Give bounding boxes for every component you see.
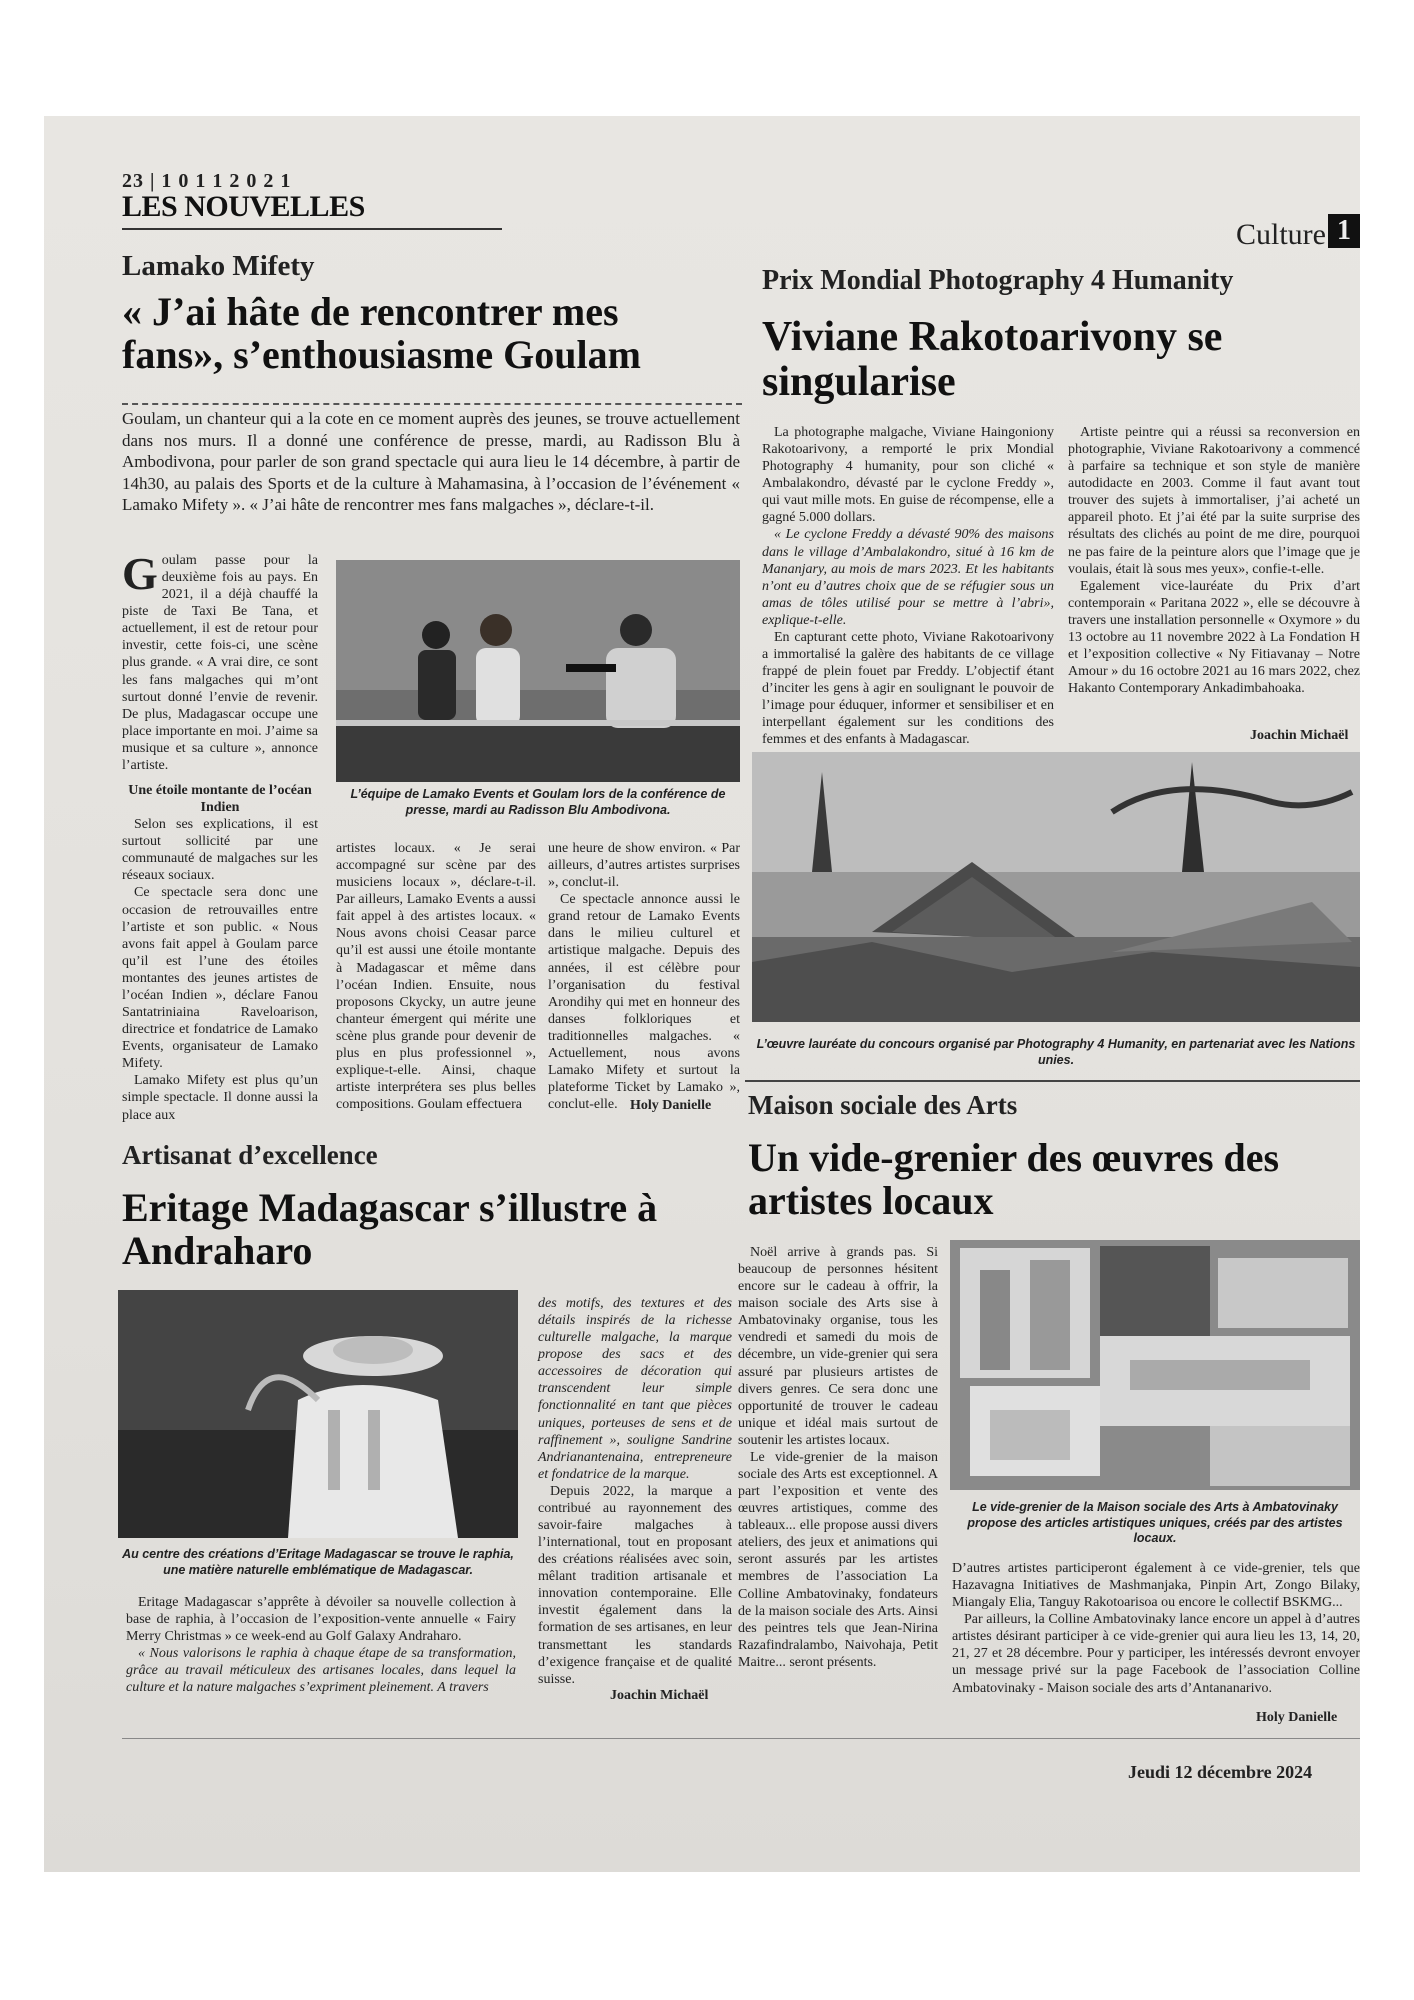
article2-photo [752,752,1360,1022]
article3-photo-art [118,1290,518,1538]
article2-photo-art [752,752,1360,1022]
article2-byline: Joachin Michaël [1250,728,1349,743]
article4-col2-p1: D’autres artistes participeront également à ce vide-grenier, tels que Hazavagna Initiatives de Mashmanjaka, Pinpin Art, Zongo Bilaky, Miangaly Elia, Tanguy Rakotoarisoa ou encore le collectif BSKMG... [952,1561,1360,1611]
article2-col1-p1: La photographe malgache, Viviane Haingoniony Rakotoarivony, a remporté le prix Mondial Photography 4 humanity, pour son cliché « Ambalakondro, dévasté par le cyclone Freddy », qui vaut mille mots. En guise de récompense, elle a gagné 5.000 dollars. [762,425,1054,526]
masthead-date-strip: 23 | 1 0 1 1 2 0 2 1 [122,170,292,192]
article2-col2-p1: Artiste peintre qui a réussi sa reconversion en photographie, Viviane Rakotoarivony a commencé à parfaire sa technique et son style de manière autodidacte en 2003. Comme il faut avant tout trouver des sujets à immortaliser, j’ai acheté un appareil photo. Et j’ai été par la suite surprise des résultats des clichés au point de me dire, pourquoi ne pas faire de la peinture alors que l’image que je voulais, était là sous mes yeux», confie-t-elle. [1068,425,1360,577]
article3-col2-p2: Depuis 2022, la marque a contribué au rayonnement des savoir-faire malgaches à l’international, tout en proposant des créations réalisées avec soin, mêlant tradition artisanale et innovation contemporaine. Elle investit également dans la formation de ses artisanes, en leur transmettant les standards d’exigence française et de qualité suisse. [538,1483,732,1687]
article4-col2 [952,1560,1360,1697]
article1-lede: Goulam, un chanteur qui a la cote en ce moment auprès des jeunes, se trouve actuellement dans nos murs. Il a donné une conférence de presse, mardi, au Radisson Blu à Ambodivona, pour parler de son grand spectacle qui aura lieu le 14 décembre, à partir de 14h30, au palais des Sports et de la culture à Mahamasina, à l’occasion de l’événement « Lamako Mifety ». « J’ai hâte de rencontrer mes fans malgaches », déclare-t-il. [122,409,740,515]
article1-col1 [122,548,318,1124]
article4-col1 [738,1244,938,1671]
article1-col1-p3: Ce spectacle sera donc une occasion de retrouvailles entre l’artiste et son public. « Nous avons fait appel à Goulam parce qu’il est l’une des étoiles montantes des jeunes artistes de l’océan Indien », déclare Fanou Santatriniaina Raveloarison, directrice et fondatrice de Lamako Events, organisateur de Lamako Mifety. [122,885,318,1072]
article4-caption: Le vide-grenier de la Maison sociale des Arts à Ambatovinaky propose des articles artistiques uniques, créés par des artistes locaux. [967,1500,1343,1546]
article1-col3-p1: une heure de show environ. « Par ailleurs, d’autres artistes surprises », conclut-il. [548,841,740,891]
article3-col1-p1: Eritage Madagascar s’apprête à dévoiler sa nouvelle collection à base de raphia, à l’occasion de l’exposition-vente annuelle « Fairy Merry Christmas » ce week-end au Golf Galaxy Andraharo. [126,1595,516,1645]
article4-col1-p2: Le vide-grenier de la maison sociale des Arts est exceptionnel. A part l’exposition et vente des œuvres artistiques, comme des tableaux... elle propose aussi divers ateliers, des jeux et animations qui seront assurés par les artistes membres de l’association La Colline Ambatovinaky, fondateurs de la maison sociale des Arts. Ainsi des peintres tels que Jean-Nirina Razafindralambo, Naivohaja, Petit Maitre... seront présents. [738,1449,938,1670]
article3-photo [118,1290,518,1538]
article4-photo-art [950,1240,1360,1490]
article3-caption: Au centre des créations d’Eritage Madagascar se trouve le raphia, une matière naturelle emblématique de Madagascar. [122,1547,514,1577]
article4-headline: Un vide-grenier des œuvres des artistes locaux [748,1135,1280,1224]
article1-caption: L’équipe de Lamako Events et Goulam lors de la conférence de presse, mardi au Radisson Blu Ambodivona. [350,787,726,817]
article4-kicker: Maison sociale des Arts [748,1090,1018,1120]
article3-headline: Eritage Madagascar s’illustre à Andraharo [122,1185,658,1274]
article3-col2-p1: des motifs, des textures et des détails inspirés de la richesse culturelle malgache, la marque propose des sacs et des accessoires de décoration qui transcendent leur simple fonctionnalité en tant que pièces uniques, porteuses de sens et de raffinement », souligne Sandrine Andrianantenaina, entrepreneure et fondatrice de la marque. [538,1296,732,1482]
article4-photo [950,1240,1360,1490]
article2-col1 [762,424,1054,748]
article3-col2 [538,1295,732,1688]
article2-col1-p3: En capturant cette photo, Viviane Rakotoarivony a immortalisé la galère des habitants de ce village frappé de plein fouet par Freddy. L’objectif étant d’inciter les gens à agir en soulignant le pouvoir de l’image pour éduquer, informer et sensibiliser et en interpellant également sur les conditions des femmes et des enfants à Madagascar. [762,629,1054,748]
article1-headline: « J’ai hâte de rencontrer mes fans», s’enthousiasme Goulam [122,289,641,378]
article2-kicker: Prix Mondial Photography 4 Humanity [762,265,1234,296]
article2-headline: Viviane Rakotoarivony se singularise [762,314,1223,406]
article1-rule [122,403,742,405]
article1-subhead: Une étoile montante de l’océan Indien [128,783,312,816]
article1-col2-text: artistes locaux. « Je serai accompagné sur scène par des musiciens locaux », déclare-t-il. Par ailleurs, Lamako Events a aussi fait appel à des artistes locaux. « Nous avons choisi Ceasar parce qu’il est aussi une étoile montante à Madagascar et même dans l’océan Indien. Ensuite, nous proposons Ckycky, un autre jeune chanteur émergent qui mérite une scène plus grande pour devenir de plus en plus professionnel », explique-t-elle. Ainsi, chaque artiste interprétera ses plus belles compositions. Goulam effectuera [336,841,536,1113]
article1-kicker: Lamako Mifety [122,250,315,282]
page-number: 1 [1328,214,1360,248]
article1-col3 [548,840,740,1113]
article3-col1 [126,1594,516,1696]
article3-kicker: Artisanat d’excellence [122,1140,378,1170]
article1-photo [336,560,740,782]
masthead-logo: LES NOUVELLES [122,190,365,223]
article4-byline: Holy Danielle [1256,1710,1338,1725]
article3-col1-p2: « Nous valorisons le raphia à chaque étape de sa transformation, grâce au travail méticuleux des artisanes locales, dans lequel la culture et la nature malgaches s’expriment pleinement. A travers [126,1646,516,1696]
article2-col1-p2: « Le cyclone Freddy a dévasté 90% des maisons dans le village d’Ambalakondro, situé à 16 km de Mananjary, au mois de mars 2023. Et les habitants n’ont eu d’autres choix que de se réfugier sous un amas de tôles utilisé pour se mettre à l’abri», explique-t-elle. [762,527,1054,628]
article1-col2 [336,840,536,1113]
article3-byline: Joachin Michaël [610,1688,709,1703]
article1-dropcap: G [122,548,158,599]
footer-rule [122,1738,1360,1739]
masthead-rule [122,228,502,230]
article1-col3-p2: Ce spectacle annonce aussi le grand retour de Lamako Events dans le milieu culturel et artistique malgache. Depuis des années, il est célèbre pour l’organisation du festival Arondihy qui met en honneur des danses folkloriques et traditionnelles malgaches. « Actuellement, nous avons Lamako Mifety et surtout la plateforme Ticket by Lamako », conclut-elle. [548,892,740,1113]
article4-top-rule [745,1080,1360,1082]
article1-col1-p2: Selon ses explications, il est surtout sollicité par une communauté de malgaches sur les réseaux sociaux. [122,817,318,884]
article2-caption: L’œuvre lauréate du concours organisé par Photography 4 Humanity, en partenariat avec les Nations unies. [756,1037,1356,1067]
article1-byline: Holy Danielle [630,1098,712,1113]
article1-col1-p4: Lamako Mifety est plus qu’un simple spectacle. Il donne aussi la place aux [122,1073,318,1123]
article1-photo-art [336,560,740,782]
issue-date: Jeudi 12 décembre 2024 [1128,1762,1313,1782]
article2-col2 [1068,424,1360,697]
article2-col2-p2: Egalement vice-lauréate du Prix d’art contemporain « Paritana 2022 », elle se découvre à travers une installation personnelle « Oxymore » du 13 octobre au 11 novembre 2022 à La Fondation H et l’exposition collective « Ny Fitiavanay – Notre Amour » du 16 octobre 2021 au 16 mars 2022, chez Hakanto Contemporary Ankadimbahoaka. [1068,578,1360,697]
article1-col1-intro: oulam passe pour la deuxième fois au pays. En 2021, il a déjà chauffé la piste de Taxi Be Tana, et actuellement, il est de retour pour investir, cette fois-ci, une scène plus grande. « A vrai dire, ce sont les fans malgaches qui m’ont surtout donné l’envie de revenir. De plus, Madagascar occupe une place importante en moi. J’aime sa musique et sa culture », annonce l’artiste. [122,553,318,773]
section-label: Culture [1236,218,1326,251]
article4-col2-p2: Par ailleurs, la Colline Ambatovinaky lance encore un appel à d’autres artistes désirant participer à ce vide-grenier qui aura lieu les 13, 14, 20, 21, 27 et 28 décembre. Pour y participer, les intéressés devront envoyer un message privé sur la page Facebook de l’association Colline Ambatovinaky - Maison sociale des arts d’Antananarivo. [952,1612,1360,1696]
article4-col1-p1: Noël arrive à grands pas. Si beaucoup de personnes hésitent encore sur le cadeau à offrir, la maison sociale des Arts sise à Ambatovinaky organise, tous les vendredi et samedi du mois de décembre, un vide-grenier qui sera assuré par plusieurs artistes de divers genres. Ce sera donc une opportunité de trouver le cadeau unique et idéal mais surtout de soutenir les artistes locaux. [738,1245,938,1448]
